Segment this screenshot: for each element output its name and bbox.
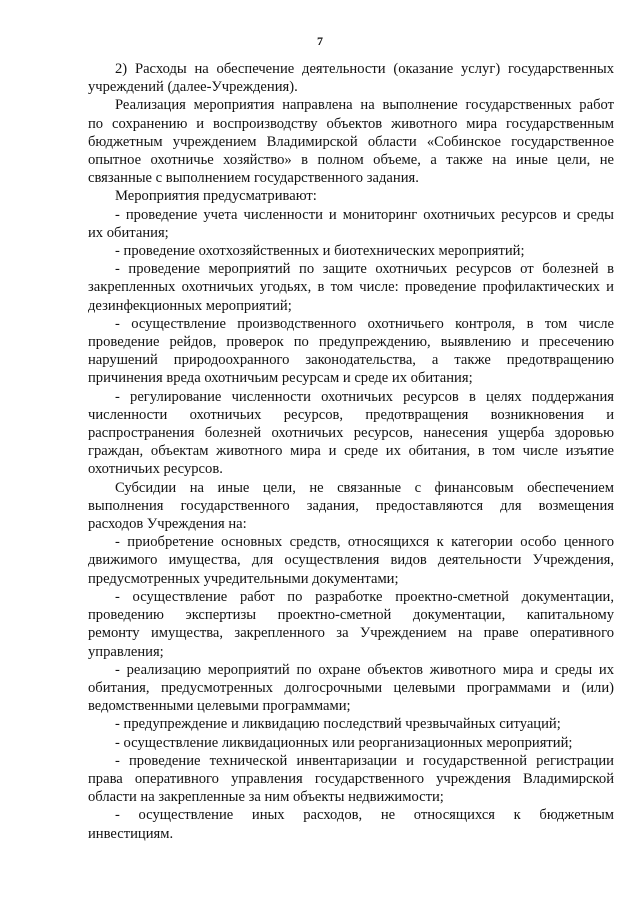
text-line: инвестициям. (88, 825, 174, 842)
text-line: - осуществление ликвидационных или реорганизационных мероприятий; (115, 734, 573, 751)
text-line: права оперативного управления государственного учреждения Владимирской (88, 770, 614, 787)
text-line: учреждений (далее-Учреждения). (88, 79, 298, 96)
page-number: 7 (317, 34, 323, 48)
text-line: - проведение мероприятий по защите охотничьих ресурсов от болезней в (115, 261, 614, 278)
text-line: Субсидии на иные цели, не связанные с финансовым обеспечением (115, 479, 614, 496)
text-line: связанные с выполнением государственного задания. (88, 170, 419, 187)
text-line: проведению экспертизы проектно-сметной документации, капитальному (88, 607, 614, 624)
text-line: опытное охотничье хозяйство» в полном объеме, а также на иные цели, не (88, 152, 614, 169)
text-line: 2) Расходы на обеспечение деятельности (оказание услуг) государственных (115, 61, 614, 77)
text-line: обитания, предусмотренных долгосрочными целевыми программами и (или) (88, 679, 614, 696)
text-line: причинения вреда охотничьим ресурсам и среде их обитания; (88, 370, 473, 387)
text-line: бюджетным учреждением Владимирской области «Собинское государственное (88, 133, 614, 150)
text-line: - реализацию мероприятий по охране объектов животного мира и среды их (115, 661, 614, 678)
text-line: дезинфекционных мероприятий; (88, 297, 292, 314)
text-line: предусмотренных учредительными документами; (88, 570, 399, 587)
text-line: - осуществление работ по разработке проектно-сметной документации, (115, 588, 614, 605)
text-line: закрепленных охотничьих угодьях, в том числе: проведение профилактических и (88, 279, 614, 296)
text-line: области на закрепленные за ним объекты недвижимости; (88, 789, 444, 806)
text-line: расходов Учреждения на: (88, 516, 247, 533)
text-line: ведомственными целевыми программами; (88, 698, 351, 715)
text-line: Мероприятия предусматривают: (115, 188, 317, 205)
text-line: - предупреждение и ликвидацию последствий чрезвычайных ситуаций; (115, 716, 561, 733)
text-line: по сохранению и воспроизводству объектов животного мира государственным (88, 115, 614, 132)
text-line: граждан, объектам животного мира и среде их обитания, в том числе изъятие (88, 443, 614, 460)
text-line: - регулирование численности охотничьих ресурсов в целях поддержания (115, 388, 614, 405)
text-line: ремонту имущества, закрепленного за Учреждением на праве оперативного (88, 625, 614, 642)
text-line: выполнения государственного задания, предоставляются для возмещения (88, 497, 614, 514)
text-line: их обитания; (88, 224, 169, 241)
text-line: - осуществление производственного охотничьего контроля, в том числе (115, 315, 614, 332)
text-line: проведение рейдов, проверок по предупреждению, выявлению и пресечению (88, 334, 614, 351)
text-line: - проведение технической инвентаризации и государственной регистрации (115, 752, 614, 769)
text-line: движимого имущества, для осуществления видов деятельности Учреждения, (88, 552, 614, 569)
text-line: - проведение учета численности и мониторинг охотничьих ресурсов и среды (115, 206, 614, 223)
text-line: - осуществление иных расходов, не относящихся к бюджетным (115, 807, 614, 824)
text-line: нарушений природоохранного законодательства, а также предотвращению (88, 352, 614, 369)
document-body (88, 60, 614, 843)
text-line: управления; (88, 643, 164, 660)
text-line: охотничьих ресурсов. (88, 461, 223, 478)
text-line: Реализация мероприятия направлена на выполнение государственных работ (115, 97, 614, 114)
text-line: - проведение охотхозяйственных и биотехнических мероприятий; (115, 243, 525, 260)
text-line: численности охотничьих ресурсов, предотвращения возникновения и (88, 406, 614, 423)
text-line: - приобретение основных средств, относящихся к категории особо ценного (115, 534, 614, 551)
text-line: распространения болезней охотничьих ресурсов, нанесения ущерба здоровью (88, 425, 614, 442)
